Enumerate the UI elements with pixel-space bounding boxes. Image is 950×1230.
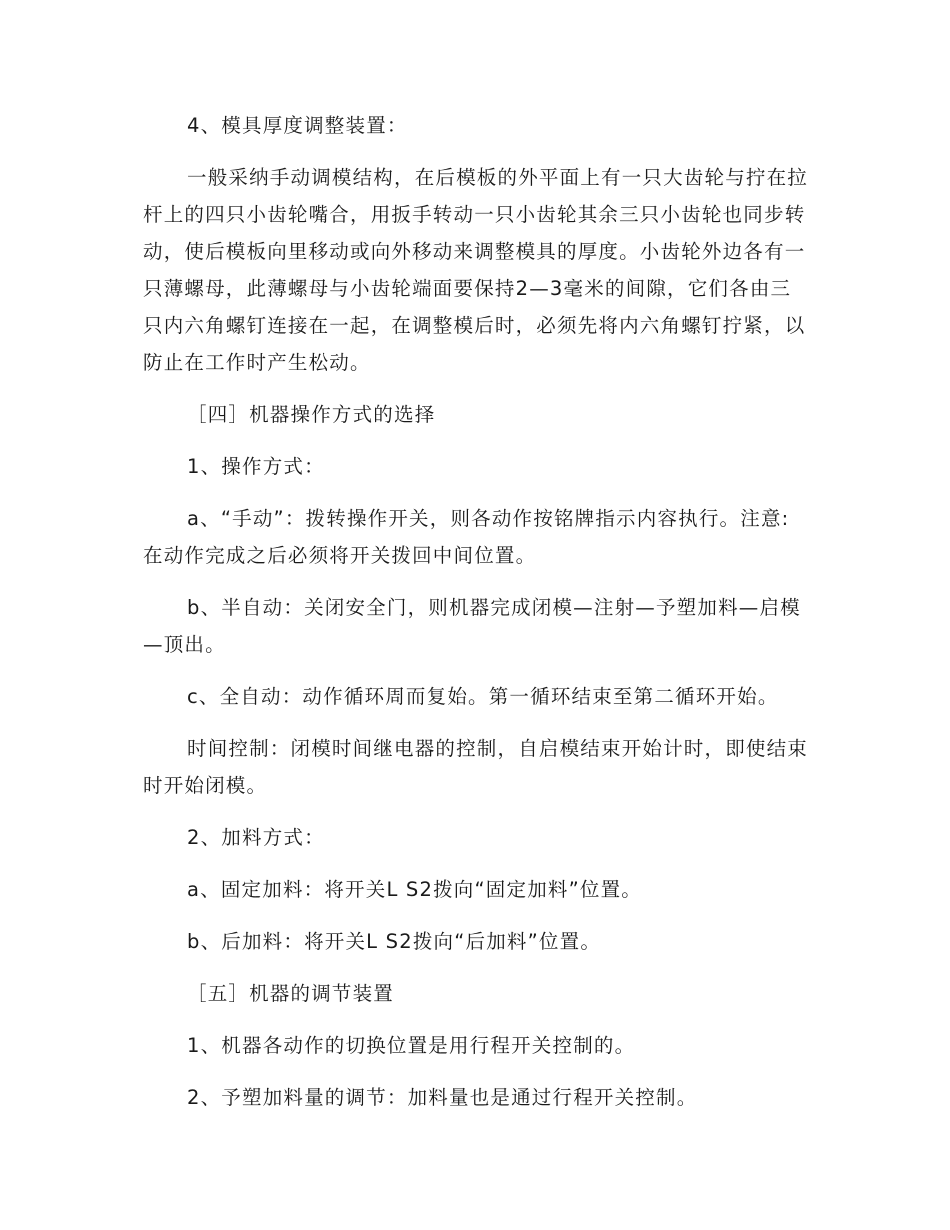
- paragraph-fixed-feeding: a、固定加料：将开关L S2拨向“固定加料”位置。: [187, 878, 643, 901]
- section-heading-adjustment-device: ［五］机器的调节装置: [187, 982, 395, 1005]
- subheading-feeding-mode: 2、加料方式：: [187, 826, 325, 849]
- section-heading-mold-thickness: 4、模具厚度调整装置：: [187, 114, 408, 137]
- paragraph-semi-auto-mode: b、半自动：关闭安全门，则机器完成闭模—注射—予塑加料—启模—顶出。: [143, 596, 801, 656]
- paragraph-travel-switch-control: 1、机器各动作的切换位置是用行程开关控制的。: [187, 1034, 636, 1057]
- section-heading-operation-mode-selection: ［四］机器操作方式的选择: [187, 403, 436, 426]
- paragraph-post-feeding: b、后加料：将开关L S2拨向“后加料”位置。: [187, 930, 602, 953]
- subheading-operation-mode: 1、操作方式：: [187, 455, 325, 478]
- paragraph-manual-mode: a、“手动”：拨转操作开关，则各动作按铭牌指示内容执行。注意:在动作完成之后必须将开关拨回中间位置。: [143, 507, 790, 567]
- document-body: [143, 107, 808, 1131]
- paragraph-time-control: 时间控制：闭模时间继电器的控制，自启模结束开始计时，即使结束时开始闭模。: [143, 737, 809, 797]
- paragraph-feeding-amount-adjustment: 2、予塑加料量的调节：加料量也是通过行程开关控制。: [187, 1086, 698, 1109]
- paragraph-mold-thickness-description: 一般采纳手动调模结构，在后模板的外平面上有一只大齿轮与拧在拉杆上的四只小齿轮嘴合，用扳手转动一只小齿轮其余三只小齿轮也同步转动，使后模板向里移动或向外移动来调整模具的厚度。小齿轮外边各有一只薄螺母，此薄螺母与小齿轮端面要保持2—3毫米的间隙，它们各由三只内六角螺钉连接在一起，在调整模后时，必须先将内六角螺钉拧紧，以防止在工作时产生松动。: [143, 166, 809, 374]
- paragraph-full-auto-mode: c、全自动：动作循环周而复始。第一循环结束至第二循环开始。: [187, 685, 779, 708]
